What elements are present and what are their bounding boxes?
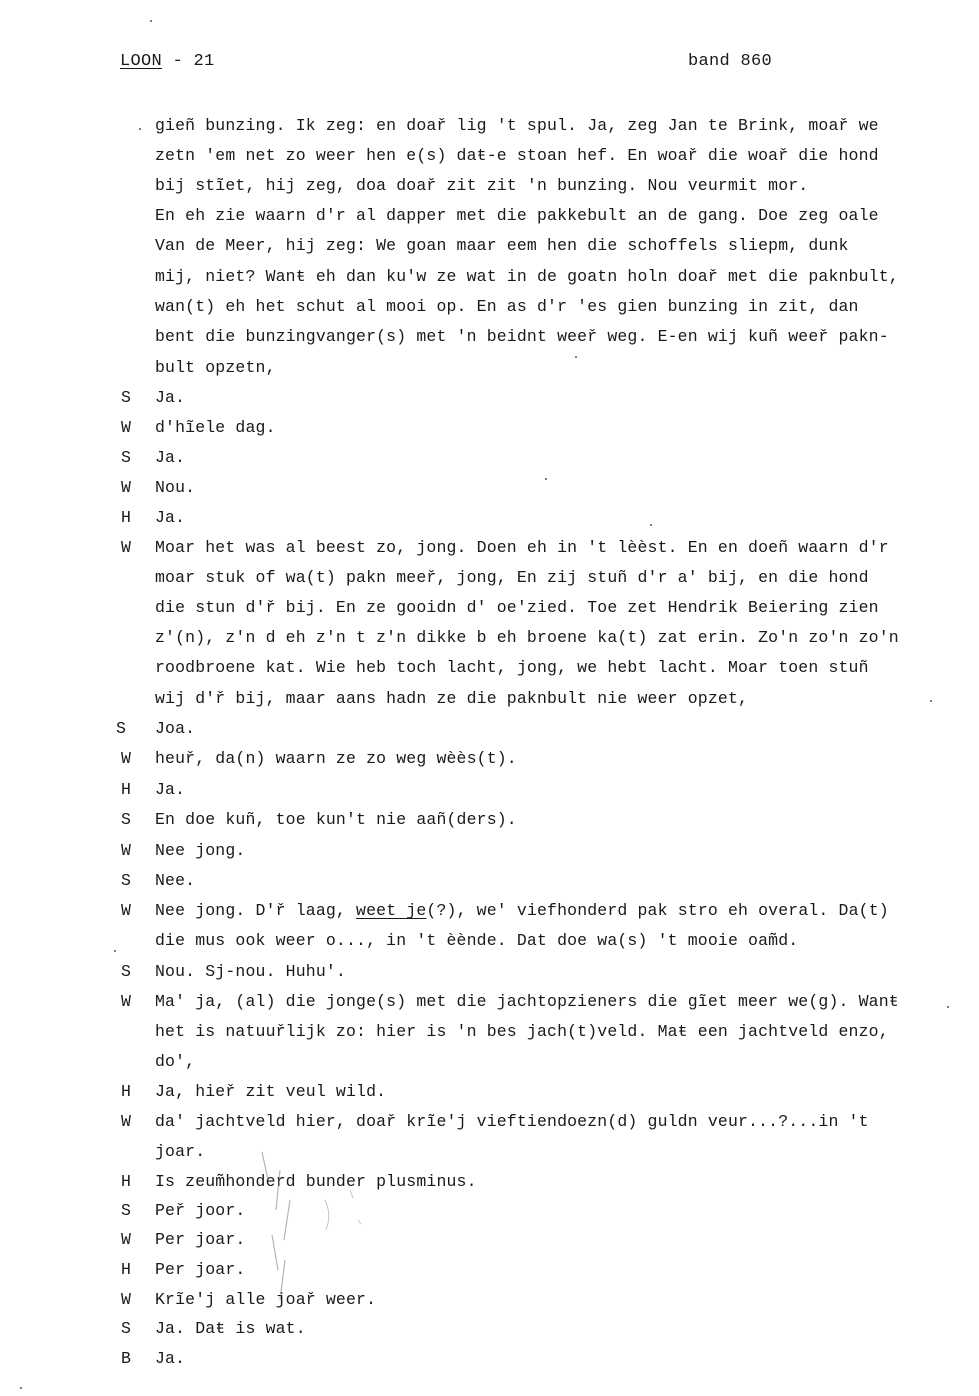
text-line: z'(n), z'n d eh z'n t z'n dikke b eh broene ka(t) zat erin. Zo'n zo'n zo'n (155, 628, 899, 647)
scan-speck (150, 20, 152, 22)
text-line: mij, niet? Wanŧ eh dan ku'w ze wat in de goatn holn doař met die paknbult, (155, 267, 899, 286)
text-line: Joa. (155, 719, 196, 738)
text-line: Is zeum̃honderd bunder plusminus. (155, 1172, 477, 1191)
text-line: joar. (155, 1142, 206, 1161)
text-line: het is natuuřlijk zo: hier is 'n bes jach(t)veld. Maŧ een jachtveld enzo, (155, 1022, 889, 1041)
header-title: LOON (120, 52, 163, 71)
speaker-label: S (116, 719, 126, 738)
scan-speck (545, 478, 547, 480)
text-line: wan(t) eh het schut al mooi op. En as d'r 'es gien bunzing in zit, dan (155, 297, 859, 316)
speaker-label: H (121, 780, 131, 799)
scan-speck (947, 1006, 949, 1008)
speaker-label: W (121, 1230, 131, 1249)
text-segment: Nee jong. D'ř laag, (155, 901, 357, 920)
text-line: Moar het was al beest zo, jong. Doen eh in 't lèèst. En en doeñ waarn d'r (155, 538, 889, 557)
speaker-label: B (121, 1349, 131, 1368)
speaker-label: W (121, 538, 131, 557)
speaker-label: S (121, 388, 131, 407)
scan-speck (650, 524, 652, 526)
scan-speck (20, 1387, 22, 1389)
scan-speck (575, 356, 577, 358)
text-line: roodbroene kat. Wie heb toch lacht, jong, we hebt lacht. Moar toen stuñ (155, 658, 869, 677)
text-line: En doe kuñ, toe kun't nie aañ(ders). (155, 810, 517, 829)
speaker-label: W (121, 1290, 131, 1309)
text-line: wij d'ř bij, maar aans hadn ze die paknbult nie weer opzet, (155, 689, 749, 708)
text-line: Per joar. (155, 1260, 246, 1279)
speaker-label: S (121, 1319, 131, 1338)
text-line: Ja, hieř zit veul wild. (155, 1082, 387, 1101)
text-line: Ma' ja, (al) die jonge(s) met die jachtopzieners die gĩet meer we(g). Wanŧ (155, 992, 899, 1011)
text-segment: (?), we' viefhonderd pak stro eh overal. Da(t) (426, 901, 889, 920)
speaker-label: H (121, 1172, 131, 1191)
text-line: moar stuk of wa(t) pakn meeř, jong, En zij stuñ d'r a' bij, en die hond (155, 568, 869, 587)
text-line: Nee. (155, 871, 196, 890)
text-line: bult opzetn, (155, 358, 276, 377)
text-line: gieñ bunzing. Ik zeg: en doař lig 't spul. Ja, zeg Jan te Brink, moař we (155, 116, 879, 135)
text-line: Ja. (155, 448, 186, 467)
text-line (155, 901, 889, 920)
page-header-left (120, 52, 215, 71)
speaker-label: S (121, 810, 131, 829)
speaker-label: W (121, 901, 131, 920)
text-line: Nee jong. (155, 841, 246, 860)
speaker-label: S (121, 962, 131, 981)
text-line: Ja. (155, 388, 186, 407)
text-line: Van de Meer, hij zeg: We goan maar eem hen die schoffels sliepm, dunk (155, 236, 849, 255)
speaker-label: S (121, 1201, 131, 1220)
speaker-label: H (121, 1082, 131, 1101)
scan-speck (930, 700, 932, 702)
speaker-label: W (121, 1112, 131, 1131)
speaker-label: S (121, 871, 131, 890)
text-line: die stun d'ř bij. En ze gooidn d' oe'zied. Toe zet Hendrik Beiering zien (155, 598, 879, 617)
speaker-label: S (121, 448, 131, 467)
text-line: zetn 'em net zo weer hen e(s) daŧ-e stoan hef. En woař die woař die hond (155, 146, 879, 165)
text-line: En eh zie waarn d'r al dapper met die pakkebult an de gang. Doe zeg oale (155, 206, 879, 225)
text-line: Ja. (155, 780, 186, 799)
header-page-number: - 21 (162, 52, 215, 71)
speaker-label: H (121, 508, 131, 527)
text-line: Ja. (155, 1349, 186, 1368)
text-line: heuř, da(n) waarn ze zo weg wèès(t). (155, 749, 517, 768)
speaker-label: W (121, 418, 131, 437)
text-line: Nou. (155, 478, 196, 497)
speaker-label: H (121, 1260, 131, 1279)
speaker-label: W (121, 992, 131, 1011)
header-tape-number: band 860 (688, 52, 773, 71)
text-line: Krĩe'j alle joař weer. (155, 1290, 377, 1309)
speaker-label: W (121, 478, 131, 497)
text-line: bij stĩet, hij zeg, doa doař zit zit 'n bunzing. Nou veurmit mor. (155, 176, 809, 195)
text-line: Nou. Sj-nou. Huhu'. (155, 962, 346, 981)
text-line: do', (155, 1052, 196, 1071)
text-line: Ja. (155, 508, 186, 527)
scan-smudge (250, 1140, 380, 1310)
scan-speck (139, 128, 141, 130)
text-line: die mus ook weer o..., in 't èènde. Dat doe wa(s) 't mooie oam̃d. (155, 931, 799, 950)
text-line: Ja. Daŧ is wat. (155, 1319, 306, 1338)
text-line: da' jachtveld hier, doař krĩe'j vieftiendoezn(d) guldn veur...?...in 't (155, 1112, 869, 1131)
text-line: bent die bunzingvanger(s) met 'n beidnt weeř weg. E-en wij kuñ weeř pakn- (155, 327, 889, 346)
speaker-label: W (121, 841, 131, 860)
speaker-label: W (121, 749, 131, 768)
underlined-phrase: weet je (356, 901, 427, 920)
text-line: Per joar. (155, 1230, 246, 1249)
text-line: d'hĩele dag. (155, 418, 276, 437)
scan-speck (114, 950, 116, 952)
text-line: Peř joor. (155, 1201, 246, 1220)
